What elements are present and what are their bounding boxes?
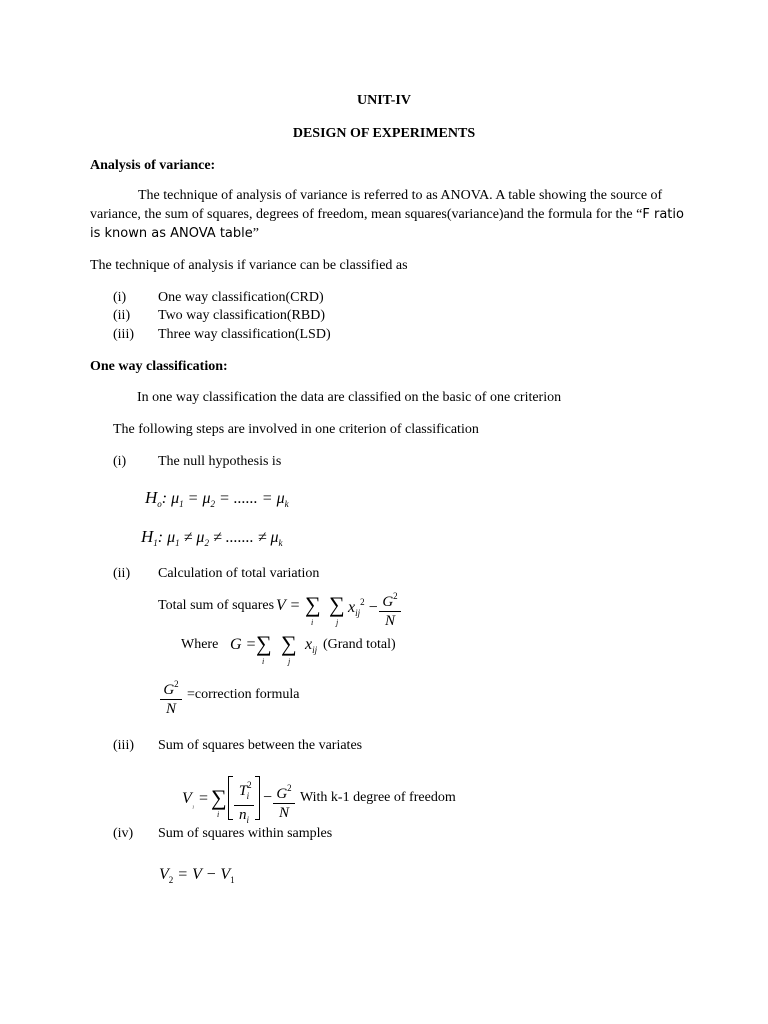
- list-item-number: (i): [113, 290, 127, 305]
- paragraph-line-1: The technique of analysis of variance is referred to as ANOVA. A table showing the source of: [138, 188, 663, 203]
- formula-minus: −: [263, 789, 273, 806]
- summation-index: j: [288, 657, 291, 666]
- formula-lhs: $V_{_1}$: [182, 790, 195, 809]
- grand-total-note: (Grand total): [323, 637, 396, 652]
- summation-symbol: ∑: [211, 785, 227, 810]
- section-heading-one-way-classification: One way classification:: [90, 359, 228, 374]
- list-item-number: (iii): [113, 327, 134, 342]
- formula-term: $x_{ij}$: [305, 636, 318, 655]
- list-item-text: One way classification(CRD): [158, 290, 324, 305]
- unit-title: UNIT-IV: [357, 93, 411, 108]
- formula-term: $x_{ij}^2$ −: [348, 597, 378, 618]
- step-text: Calculation of total variation: [158, 566, 320, 581]
- summation-index: i: [217, 810, 220, 819]
- paragraph-line-2: variance, the sum of squares, degrees of freedom, mean squares(variance)and the formula for the “F ratio: [90, 207, 684, 222]
- summation-symbol: ∑: [281, 631, 297, 656]
- summation-symbol: ∑: [256, 631, 272, 656]
- summation-index: i: [262, 657, 265, 666]
- chapter-title: DESIGN OF EXPERIMENTS: [292, 126, 476, 141]
- step-text: Sum of squares between the variates: [158, 738, 363, 753]
- list-item-text: Three way classification(LSD): [158, 327, 331, 342]
- fraction-g2-over-n: $\frac{G^2}{N}$: [273, 779, 295, 822]
- formula-equals: =: [199, 790, 209, 807]
- formula-lhs: V =: [276, 597, 301, 614]
- left-bracket: [228, 776, 233, 820]
- correction-label: =correction formula: [187, 687, 300, 702]
- null-hypothesis-equation: $H_o$: $\mu_1 = \mu_2$ = ...... = $\mu_k$: [145, 488, 289, 509]
- within-samples-formula: $V_2 = V - V_1$: [159, 866, 235, 885]
- summation-index: j: [336, 618, 339, 627]
- step-number: (iii): [113, 738, 134, 753]
- fraction-g2-over-n: $\frac{G^2}{N}$: [379, 587, 401, 630]
- right-bracket: [255, 776, 260, 820]
- classification-intro: The technique of analysis if variance can be classified as: [90, 258, 408, 273]
- step-number: (ii): [113, 566, 131, 581]
- fraction-t2-over-n: $\frac{T^2_i}{n_i}$: [234, 776, 254, 829]
- list-item-number: (ii): [113, 308, 131, 323]
- formula-label: Total sum of squares: [158, 598, 275, 613]
- step-text: The null hypothesis is: [158, 454, 282, 469]
- one-way-paragraph: In one way classification the data are classified on the basic of one criterion: [137, 390, 562, 405]
- summation-symbol: ∑: [305, 592, 321, 617]
- alternative-hypothesis-equation: $H_1$: $\mu_1 \ne \mu_2$ ≠ ....... ≠ $\mu_k$: [141, 527, 283, 548]
- fraction-g2-over-n: $\frac{G^2}{N}$: [160, 675, 182, 718]
- step-number: (iv): [113, 826, 134, 841]
- list-item-text: Two way classification(RBD): [158, 308, 325, 323]
- step-number: (i): [113, 454, 127, 469]
- summation-symbol: ∑: [329, 592, 345, 617]
- formula-lhs: G =: [230, 636, 257, 653]
- steps-intro: The following steps are involved in one criterion of classification: [113, 422, 479, 437]
- section-heading-analysis-of-variance: Analysis of variance:: [90, 158, 216, 173]
- summation-index: i: [311, 618, 314, 627]
- where-label: Where: [181, 637, 219, 652]
- step-text: Sum of squares within samples: [158, 826, 333, 841]
- degrees-of-freedom-note: With k-1 degree of freedom: [300, 790, 456, 805]
- paragraph-line-3: is known as ANOVA table”: [90, 226, 259, 241]
